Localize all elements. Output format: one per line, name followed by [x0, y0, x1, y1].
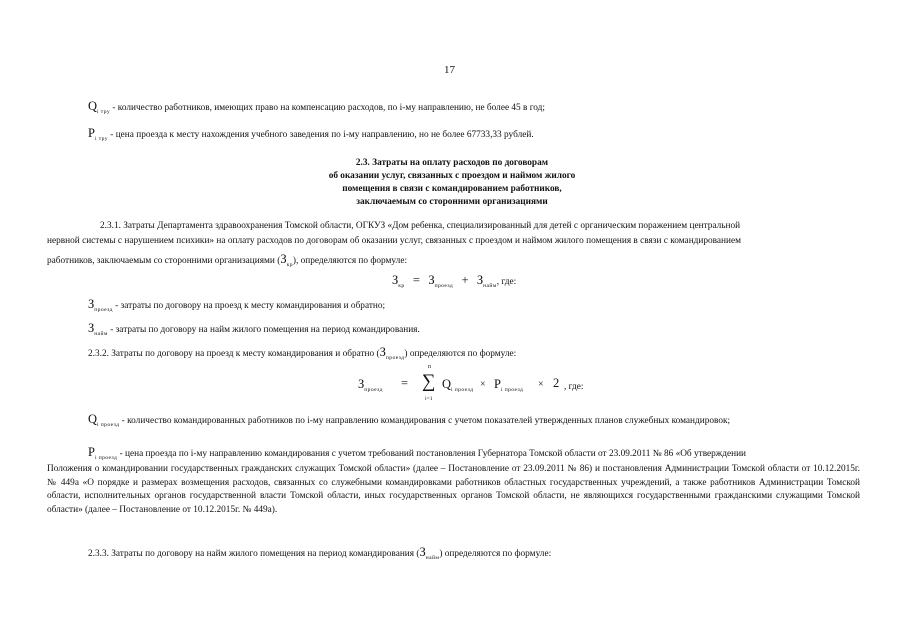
symbol-q: Q [88, 99, 98, 113]
subscript: найм [94, 331, 108, 337]
formula-tail: , где: [496, 277, 517, 287]
definition-p-continuation: Положения о командировании государственных гражданских служащих Томской области» (далее – Постановление от 23.09.2011 № 86) и постановления Администрации Томской области от 10.12.2015г. № 449а «О порядке и размерах возмещения расходов, связанных со служебными командировками работников областных государственных учреждений, а также работников Администрации Томской области, исполнительных органов государственной власти Томской области, иных государственных органов Томской области, не являющихся государственными гражданскими служащими Томской области» (далее – Постановление от 10.12.2015г. № 449а). [47, 464, 860, 515]
subscript: кр [398, 283, 405, 289]
text: ) определяются по формуле: [404, 349, 517, 359]
sigma-icon: ∑ [422, 371, 436, 392]
subscript: проезд [385, 355, 405, 361]
subscript: найм [425, 555, 440, 561]
text: ), определяются по формуле: [292, 256, 408, 266]
symbol-z: З [392, 273, 399, 287]
definition-p-iproezd [88, 446, 746, 464]
symbol-q: Q [442, 377, 452, 391]
symbol-q: Q [88, 412, 98, 426]
paragraph-231-line1: 2.3.1. Затраты Департамента здравоохранения Томской области, ОГКУЗ «Дом ребенка, специализированный для детей с органическим поражением центральной [100, 221, 741, 231]
symbol-z: З [88, 321, 95, 335]
subscript: кр [286, 262, 293, 268]
definition-text: - цена проезда по i-му направлению командирования с учетом требований постановления Губернатора Томской области от 23.09.2011 № 86 «Об утверждении [117, 449, 747, 459]
text: 2.3.3. Затраты по договору на найм жилого помещения на период командирования ( [88, 549, 420, 559]
symbol-z: З [88, 297, 95, 311]
formula-zproezd [358, 364, 608, 410]
sum-upper-limit: n [428, 364, 431, 370]
definition-text: - затраты по договору на найм жилого помещения на период командирования. [107, 325, 420, 335]
subscript: проезд [94, 307, 113, 313]
subscript: проезд [434, 283, 454, 289]
factor-q [442, 378, 473, 396]
symbol-z: З [280, 252, 287, 266]
factor-two: 2 [553, 376, 560, 390]
subscript: найм [483, 283, 497, 289]
definition-text: - количество работников, имеющих право на компенсацию расходов, по i-му направлению, не более 45 в год; [110, 103, 545, 113]
page-number: 17 [444, 64, 455, 76]
definition-q-itru [88, 100, 545, 118]
symbol-p: P [88, 445, 95, 459]
symbol-p: P [494, 377, 501, 391]
section-heading [250, 157, 654, 209]
symbol-z: З [419, 545, 426, 559]
subscript: i проезд [94, 455, 118, 461]
symbol-z: З [428, 273, 435, 287]
symbol-p: P [88, 126, 95, 140]
times-sign: × [538, 379, 544, 390]
heading-line: заключаемым со сторонними организациями [356, 197, 548, 207]
formula-tail: , где: [564, 382, 584, 392]
heading-line: об оказании услуг, связанных с проездом и наймом жилого [328, 171, 576, 181]
paragraph-232 [88, 346, 516, 364]
subscript: i проезд [500, 387, 524, 393]
symbol-z: З [379, 345, 386, 359]
paragraph-231-line2: нервной системы с нарушением психики» на оплату расходов по договорам об оказании услуг, связанных с проездом и наймом жилого помещения в связи с командированием [47, 236, 742, 246]
subscript: i тру [97, 109, 111, 115]
formula-zkr [392, 274, 516, 292]
times-sign: × [480, 379, 486, 390]
text: ) определяются по формуле: [439, 549, 552, 559]
symbol-z: З [476, 273, 484, 287]
equals-sign: = [412, 273, 420, 287]
heading-line: 2.3. Затраты на оплату расходов по договорам [355, 158, 549, 168]
formula-lhs [358, 378, 383, 396]
definition-text: - цена проезда к месту нахождения учебного заведения по i-му направлению, но не более 67733,33 рублей. [107, 130, 534, 140]
text: работников, заключаемым со сторонними организациями ( [47, 256, 281, 266]
sum-lower-limit: i=1 [425, 396, 433, 402]
definition-text: - затраты по договору на проезд к месту командирования и обратно; [112, 301, 386, 311]
symbol-z: З [358, 377, 365, 391]
paragraph-231-line3 [47, 253, 407, 271]
equals-sign: = [401, 376, 409, 390]
definition-q-iproezd [88, 413, 730, 431]
definition-text: - количество командированных работников по i-му направлению командирования с учетом показателей утвержденных планов служебных командировок; [119, 416, 731, 426]
subscript: проезд [364, 387, 383, 393]
subscript: i проезд [451, 387, 474, 393]
definition-z-naim [88, 322, 420, 340]
subscript: i проезд [97, 422, 120, 428]
paragraph-233 [88, 546, 551, 564]
factor-p [494, 378, 523, 396]
heading-line: помещения в связи с командированием работников, [342, 184, 562, 194]
text: 2.3.2. Затраты по договору на проезд к месту командирования и обратно ( [88, 349, 380, 359]
definition-p-itru [88, 127, 534, 145]
subscript: i тру [94, 136, 108, 142]
definition-z-proezd [88, 298, 385, 316]
plus-sign: + [461, 273, 469, 287]
